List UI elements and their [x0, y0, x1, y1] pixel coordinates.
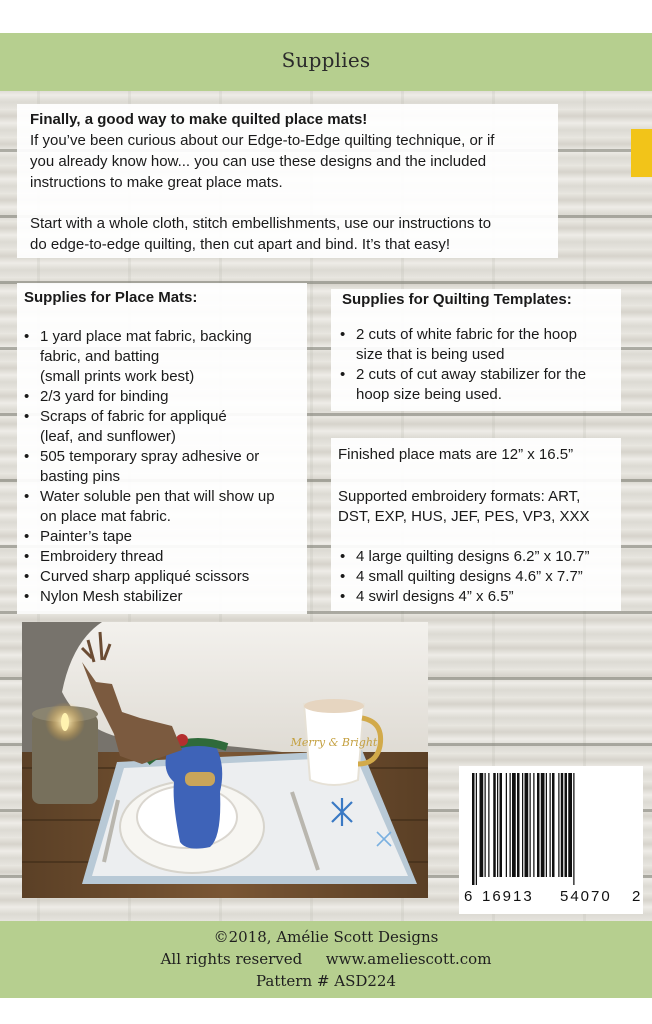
barcode-bar — [506, 773, 507, 877]
formats-label: Supported embroidery formats: ART, — [338, 488, 581, 505]
marshmallows — [304, 699, 364, 713]
copyright: ©2018, Amélie Scott Designs — [213, 928, 439, 946]
barcode-bar — [476, 773, 477, 885]
barcode-bar — [510, 773, 511, 877]
embroidery-formats — [338, 487, 618, 527]
list-item-line: (leaf, and sunflower) — [40, 428, 176, 445]
list-item: • 4 swirl designs 4” x 6.5” — [338, 587, 620, 607]
barcode-bar — [573, 773, 574, 885]
barcode-bars — [470, 773, 636, 885]
list-item-line: • Embroidery thread — [40, 548, 164, 565]
template-supplies-heading: Supplies for Quilting Templates: — [342, 291, 572, 308]
page-title: Supplies — [281, 48, 371, 72]
list-item-line: hoop size being used. — [356, 386, 502, 403]
barcode-bar — [565, 773, 568, 877]
list-item — [22, 487, 302, 527]
list-item-line: • 2 cuts of white fabric for the hoop — [356, 326, 577, 343]
list-item-line: • Curved sharp appliqué scissors — [40, 568, 250, 585]
intro-body-2 — [30, 213, 555, 255]
intro-line: Start with a whole cloth, stitch embellishments, use our instructions to — [30, 215, 492, 232]
list-item — [22, 587, 302, 607]
list-item-line: • 505 temporary spray adhesive or — [40, 448, 260, 465]
list-item-line: • Water soluble pen that will show up — [40, 488, 275, 505]
yellow-accent-tab — [631, 129, 652, 177]
barcode-bar — [500, 773, 503, 877]
barcode-bar — [541, 773, 545, 877]
rights: All rights reserved — [160, 950, 303, 968]
finished-size: Finished place mats are 12” x 16.5” — [338, 446, 574, 463]
barcode-bar — [480, 773, 484, 877]
list-item — [22, 527, 302, 547]
intro-line: do edge-to-edge quilting, then cut apart and bind. It’s that easy! — [30, 236, 451, 253]
intro-title: Finally, a good way to make quilted place mats! — [30, 111, 368, 128]
place-mat-supplies-list — [22, 327, 302, 607]
intro-body — [30, 130, 555, 193]
barcode-bar — [552, 773, 555, 877]
list-item-line: • Painter’s tape — [40, 528, 133, 545]
barcode-bar — [550, 773, 551, 877]
barcode-bar — [493, 773, 496, 877]
barcode-bar — [546, 773, 547, 877]
barcode-bar — [561, 773, 564, 877]
list-item — [338, 325, 620, 365]
barcode-bar — [525, 773, 529, 877]
formats-values: DST, EXP, HUS, JEF, PES, VP3, XXX — [338, 508, 590, 525]
website-link[interactable]: www.ameliescott.com — [325, 950, 492, 968]
list-item-line: • 1 yard place mat fabric, backing — [40, 328, 252, 345]
rights-and-website — [0, 950, 652, 968]
list-item-line: • 2 cuts of cut away stabilizer for the — [356, 366, 587, 383]
list-item-line: on place mat fabric. — [40, 508, 171, 525]
intro-line: instructions to make great place mats. — [30, 174, 283, 191]
list-item-line: • 2/3 yard for binding — [40, 388, 169, 405]
barcode-bar — [488, 773, 489, 877]
list-item — [338, 365, 620, 405]
template-supplies-list — [338, 325, 620, 405]
barcode-bar — [517, 773, 520, 877]
place-mat-supplies-heading: Supplies for Place Mats: — [24, 289, 198, 306]
list-item — [22, 447, 302, 487]
barcode-bar — [558, 773, 559, 877]
barcode-digit: 6 — [464, 888, 473, 905]
pattern-number: Pattern # ASD224 — [256, 972, 396, 990]
barcode-bar — [497, 773, 498, 877]
list-item-line: • Nylon Mesh stabilizer — [40, 588, 183, 605]
list-item — [22, 387, 302, 407]
barcode-bar — [522, 773, 523, 877]
napkin-ring — [185, 772, 215, 786]
list-item-line: fabric, and batting — [40, 348, 160, 365]
barcode-bar — [530, 773, 531, 877]
mug-text: Merry & Bright — [290, 736, 378, 749]
list-item — [22, 547, 302, 567]
list-item — [22, 327, 302, 387]
barcode-bar — [472, 773, 475, 885]
list-item — [22, 407, 302, 447]
barcode-bar — [568, 773, 572, 877]
intro-line: you already know how... you can use these designs and the included — [30, 153, 487, 170]
list-item-line: size that is being used — [356, 346, 505, 363]
barcode-digit: 16913 — [482, 888, 534, 905]
barcode-bar — [533, 773, 534, 877]
list-item-line: basting pins — [40, 468, 121, 485]
place-mat-photo — [22, 622, 428, 898]
intro-line: If you’ve been curious about our Edge-to-Edge quilting technique, or if — [30, 132, 495, 149]
place-mat-photo-illustration — [22, 622, 428, 898]
barcode-bar — [537, 773, 540, 877]
barcode-digit: 2 — [632, 888, 641, 905]
barcode-digit: 54070 — [560, 888, 612, 905]
barcode-bar — [512, 773, 516, 877]
designs-list — [338, 547, 620, 607]
list-item — [22, 567, 302, 587]
list-item-line: • Scraps of fabric for appliqué — [40, 408, 227, 425]
list-item-line: (small prints work best) — [40, 368, 195, 385]
barcode-bar — [485, 773, 486, 877]
list-item: • 4 large quilting designs 6.2” x 10.7” — [338, 547, 620, 567]
list-item: • 4 small quilting designs 4.6” x 7.7” — [338, 567, 620, 587]
